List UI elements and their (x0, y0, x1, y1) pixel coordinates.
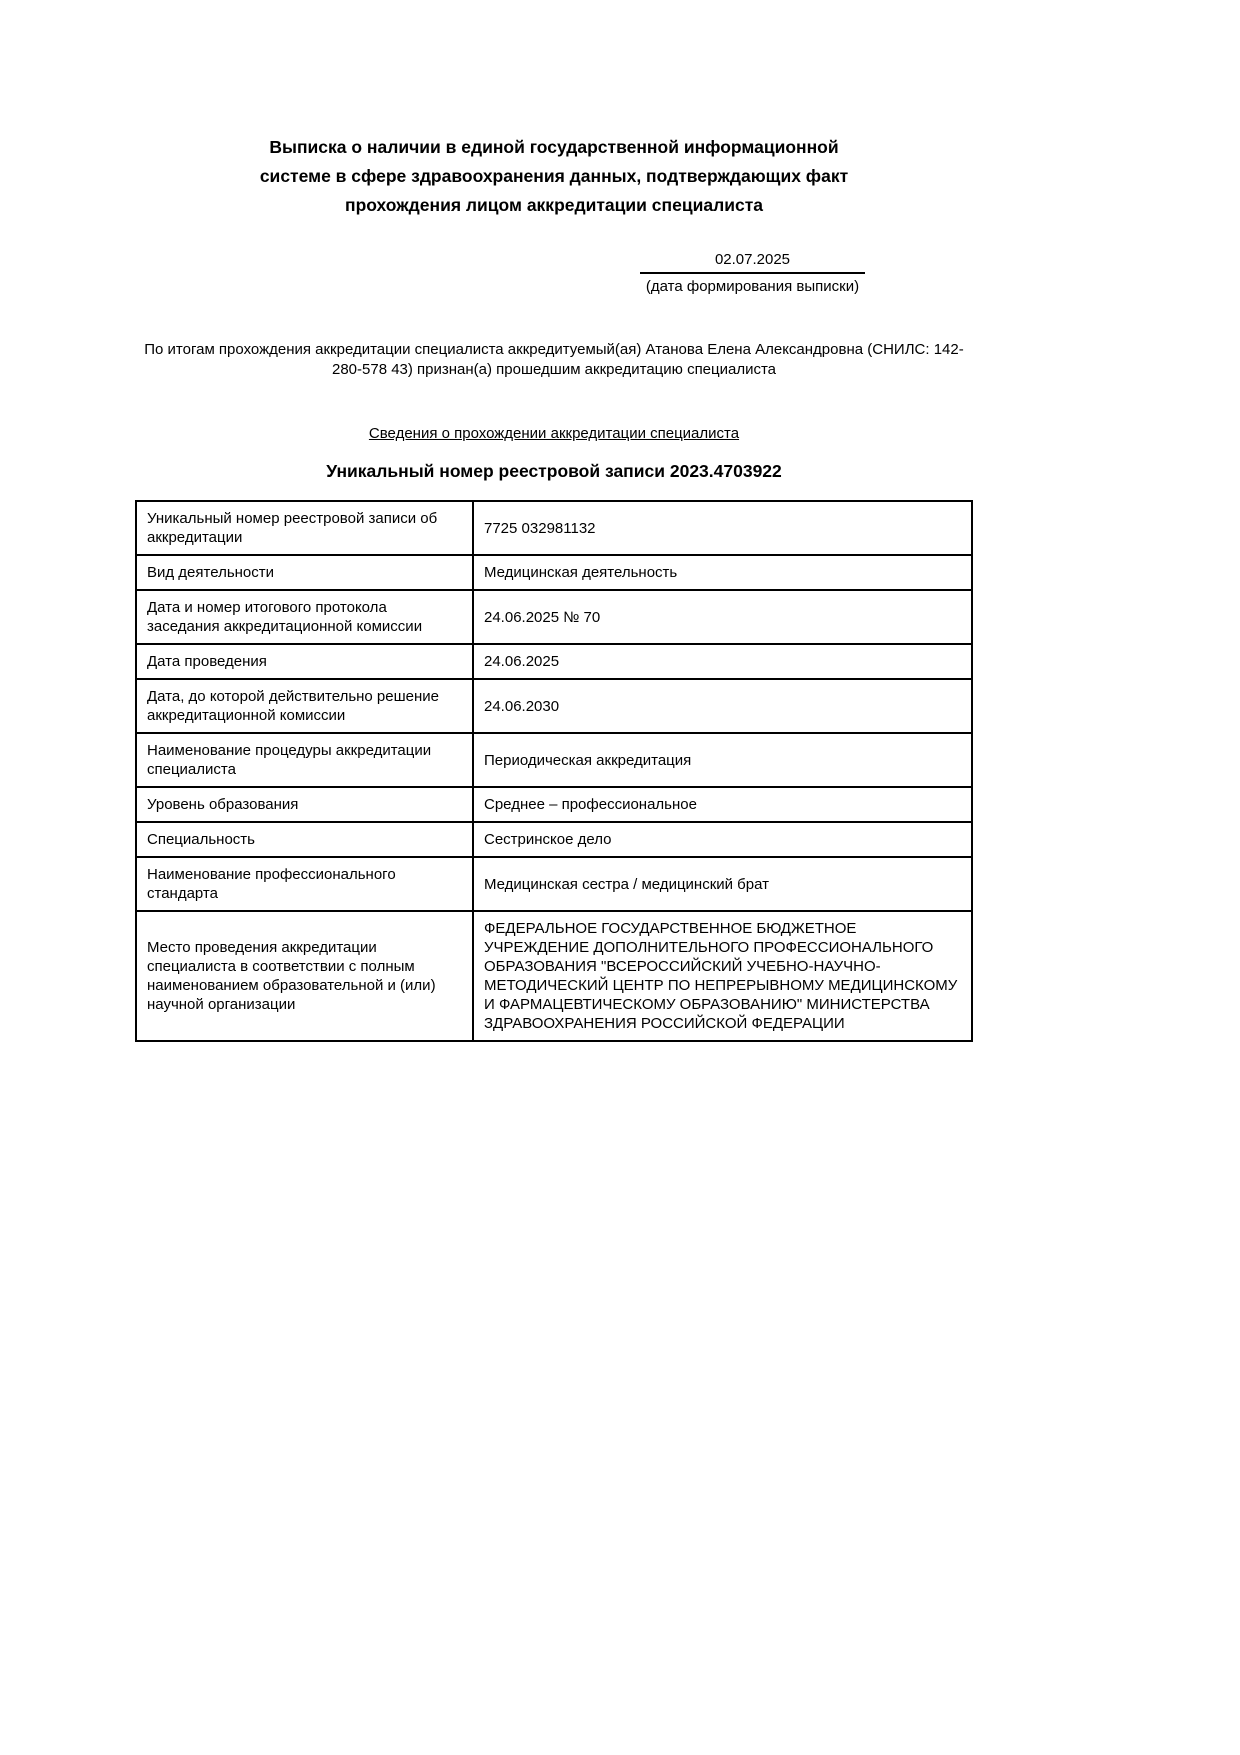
table-row (136, 679, 972, 733)
table-row (136, 787, 972, 822)
document-title: Выписка о наличии в единой государственной информационной системе в сфере здравоохранения данных, подтверждающих факт прохождения лицом аккредитации специалиста (259, 137, 849, 215)
row-label: Уровень образования (136, 787, 473, 822)
table-row (136, 857, 972, 911)
row-value: 24.06.2030 (473, 679, 972, 733)
row-label: Место проведения аккредитации специалиста в соответствии с полным наименованием образовательной и (или) научной организации (136, 911, 473, 1041)
registry-number-heading: Уникальный номер реестровой записи 2023.4703922 (326, 461, 782, 481)
document-content (135, 133, 973, 1042)
row-label: Дата проведения (136, 644, 473, 679)
row-value: 24.06.2025 № 70 (473, 590, 972, 644)
row-value: Сестринское дело (473, 822, 972, 857)
row-label: Дата, до которой действительно решение аккредитационной комиссии (136, 679, 473, 733)
row-value: Среднее – профессиональное (473, 787, 972, 822)
issue-date-block (640, 250, 865, 296)
table-row (136, 555, 972, 590)
row-value: 24.06.2025 (473, 644, 972, 679)
table-row (136, 644, 972, 679)
row-label: Уникальный номер реестровой записи об аккредитации (136, 501, 473, 555)
section-heading: Сведения о прохождении аккредитации специалиста (368, 425, 740, 442)
table-row (136, 590, 972, 644)
row-label: Специальность (136, 822, 473, 857)
table-row (136, 911, 972, 1041)
row-label: Дата и номер итогового протокола заседания аккредитационной комиссии (136, 590, 473, 644)
accreditation-summary: По итогам прохождения аккредитации специалиста аккредитуемый(ая) Атанова Елена Александровна (СНИЛС: 142-280-578 43) признан(а) прошедшим аккредитацию специалиста (144, 341, 964, 378)
row-label: Наименование профессионального стандарта (136, 857, 473, 911)
row-value: Медицинская деятельность (473, 555, 972, 590)
row-label: Наименование процедуры аккредитации специалиста (136, 733, 473, 787)
row-value: ФЕДЕРАЛЬНОЕ ГОСУДАРСТВЕННОЕ БЮДЖЕТНОЕ УЧРЕЖДЕНИЕ ДОПОЛНИТЕЛЬНОГО ПРОФЕССИОНАЛЬНОГО ОБРАЗОВАНИЯ "ВСЕРОССИЙСКИЙ УЧЕБНО-НАУЧНО-МЕТОДИЧЕСКИЙ ЦЕНТР ПО НЕПРЕРЫВНОМУ МЕДИЦИНСКОМУ И ФАРМАЦЕВТИЧЕСКОМУ ОБРАЗОВАНИЮ" МИНИСТЕРСТВА ЗДРАВООХРАНЕНИЯ РОССИЙСКОЙ ФЕДЕРАЦИИ (473, 911, 972, 1041)
row-value: Медицинская сестра / медицинский брат (473, 857, 972, 911)
accreditation-table (135, 500, 973, 1042)
row-value: Периодическая аккредитация (473, 733, 972, 787)
table-row (136, 822, 972, 857)
issue-date-caption: (дата формирования выписки) (645, 278, 860, 295)
issue-date: 02.07.2025 (640, 250, 865, 274)
table-row (136, 501, 972, 555)
table-row (136, 733, 972, 787)
row-label: Вид деятельности (136, 555, 473, 590)
row-value: 7725 032981132 (473, 501, 972, 555)
